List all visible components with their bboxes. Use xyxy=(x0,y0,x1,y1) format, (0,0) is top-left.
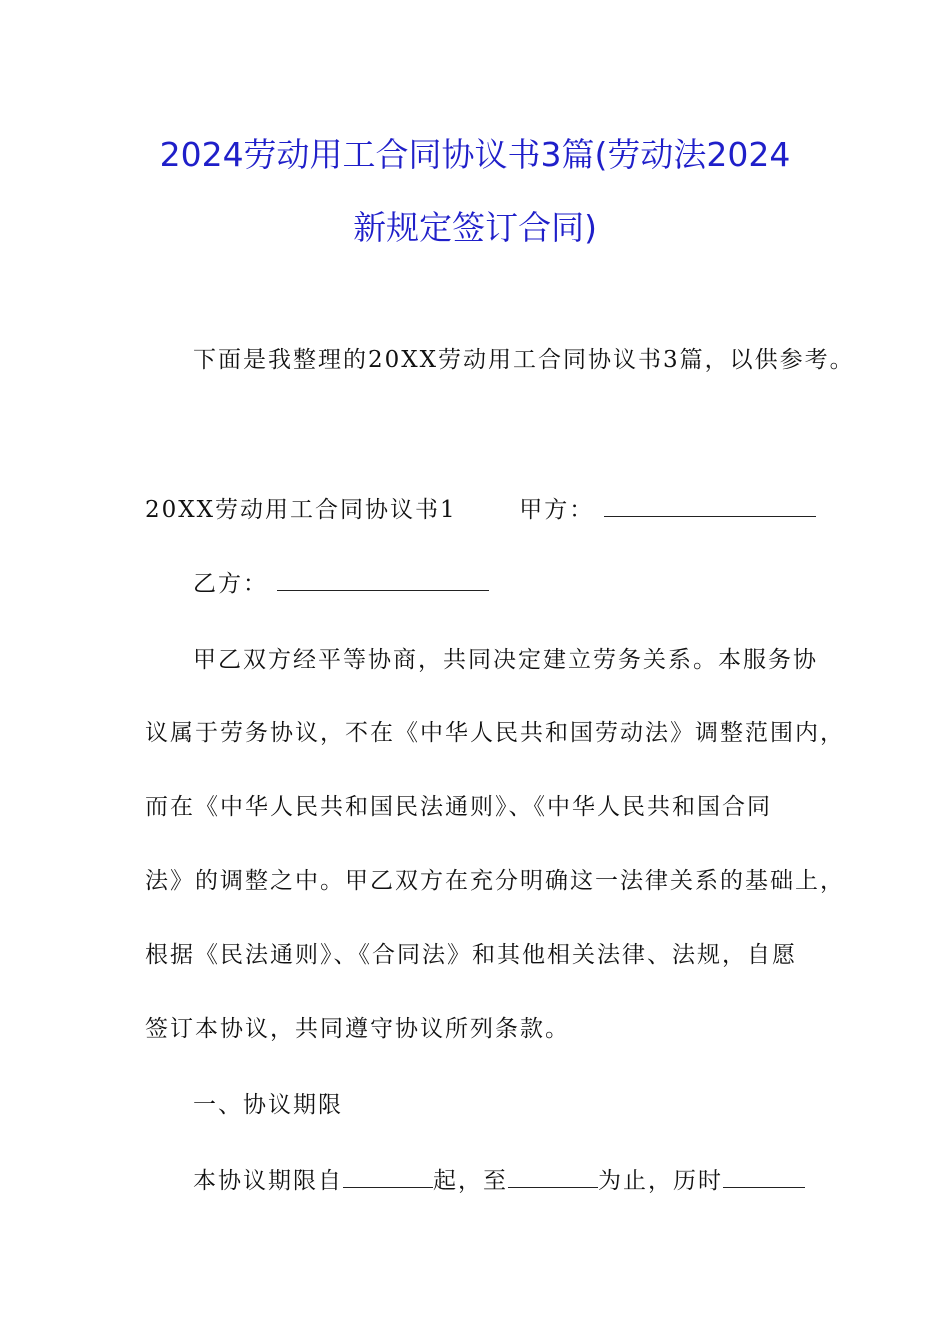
party-b-label: 乙方： xyxy=(193,571,268,597)
term-part-1: 本协议期限自 xyxy=(193,1168,343,1194)
intro-text: 下面是我整理的20XX劳动用工合同协议书3篇，以供参考。 xyxy=(193,347,855,373)
paragraph-line-1: 甲乙双方经平等协商，共同决定建立劳务关系。本服务协 xyxy=(193,647,818,673)
term-part-3: 为止，历时 xyxy=(598,1168,723,1194)
term-start-blank xyxy=(343,1165,433,1188)
party-b-row xyxy=(193,568,489,599)
paragraph-line-4: 法》的调整之中。甲乙双方在充分明确这一法律关系的基础上， xyxy=(145,868,845,894)
paragraph-line-5: 根据《民法通则》、《合同法》和其他相关法律、法规，自愿 xyxy=(145,942,797,968)
party-b-blank xyxy=(277,568,489,591)
term-row xyxy=(193,1165,805,1196)
section-1-heading: 20XX劳动用工合同协议书1 xyxy=(145,497,457,523)
term-duration-blank xyxy=(723,1165,805,1188)
term-part-2: 起，至 xyxy=(433,1168,508,1194)
paragraph-line-6: 签订本协议，共同遵守协议所列条款。 xyxy=(145,1016,570,1042)
section-1-heading-row xyxy=(145,494,816,525)
party-a-label: 甲方： xyxy=(519,497,595,523)
term-end-blank xyxy=(508,1165,598,1188)
clause-1-heading: 一、协议期限 xyxy=(193,1092,343,1118)
document-title-line-2: 新规定签订合同) xyxy=(353,208,597,247)
document-title-line-1: 2024劳动用工合同协议书3篇(劳动法2024 xyxy=(159,135,791,174)
paragraph-line-3: 而在《中华人民共和国民法通则》、《中华人民共和国合同 xyxy=(145,794,772,820)
paragraph-line-2: 议属于劳务协议，不在《中华人民共和国劳动法》调整范围内， xyxy=(145,720,845,746)
party-a-blank xyxy=(604,494,816,517)
